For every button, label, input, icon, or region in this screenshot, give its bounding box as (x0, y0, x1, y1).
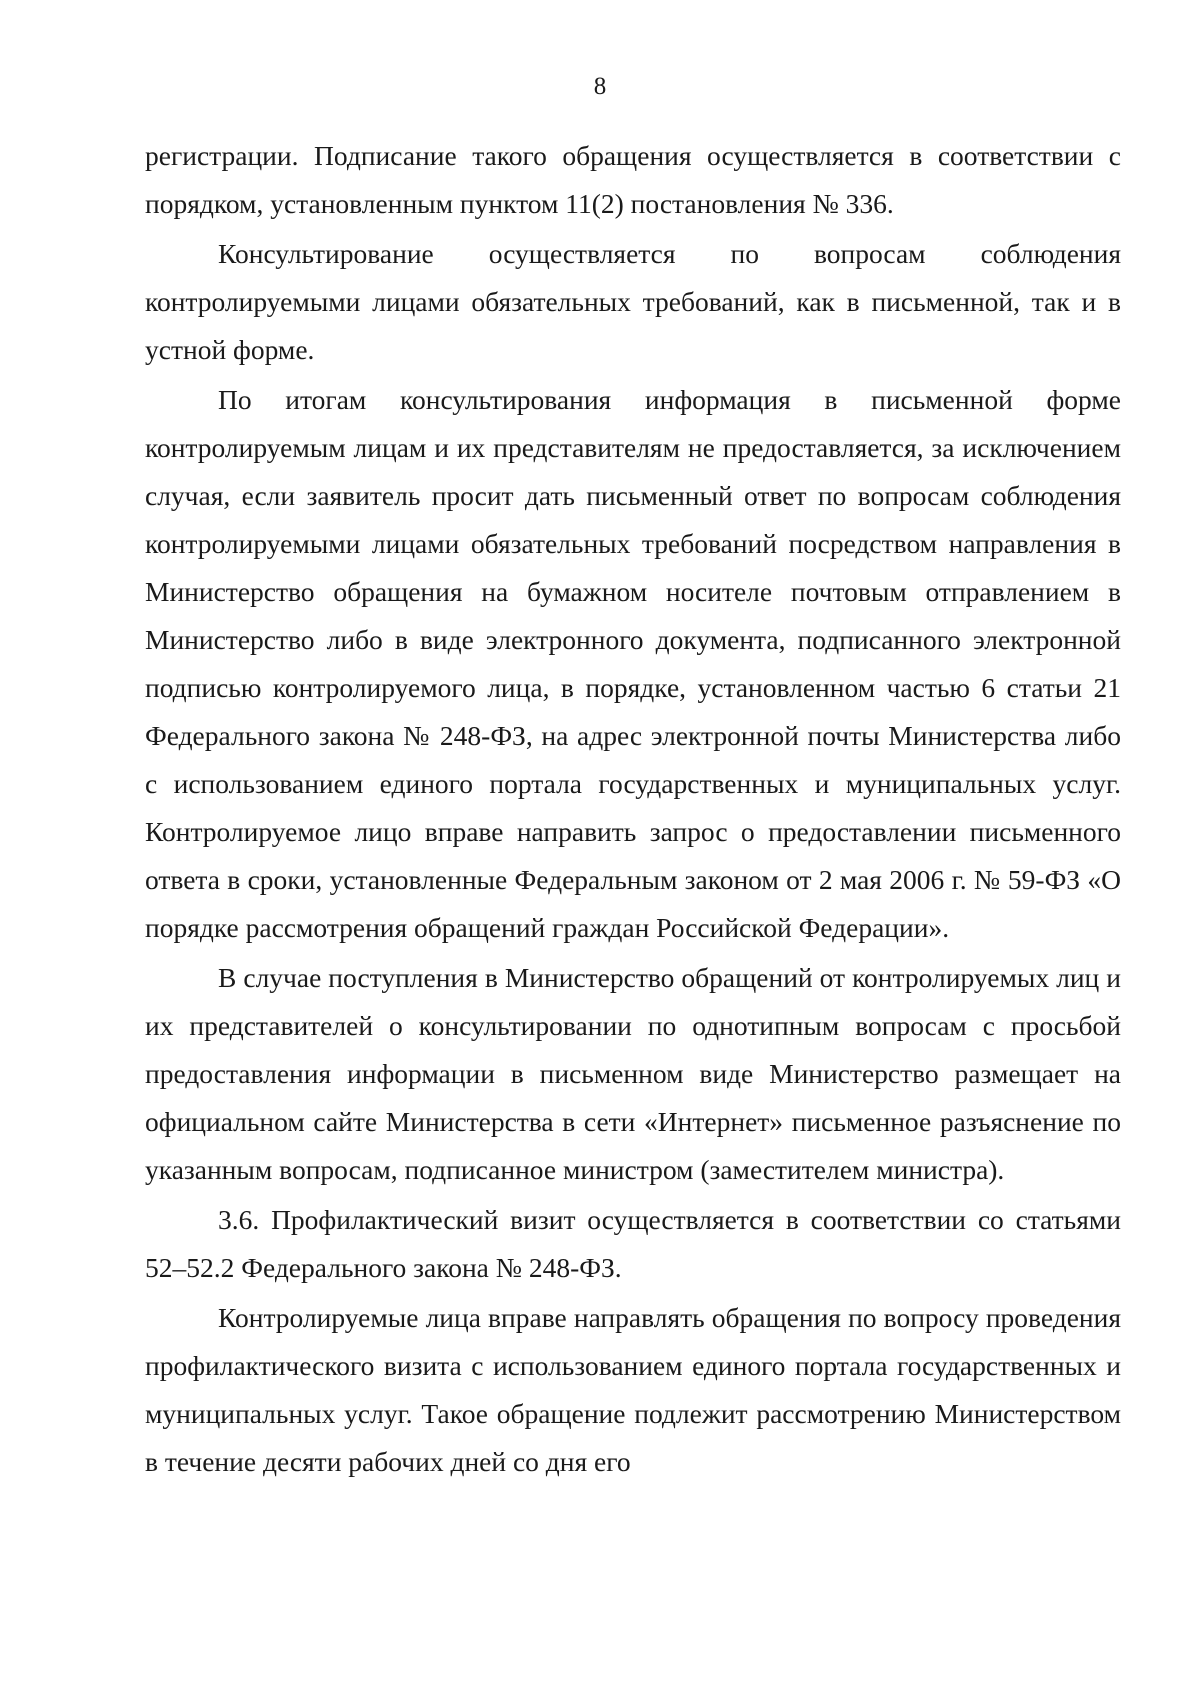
paragraph-similar-inquiries: В случае поступления в Министерство обращений от контролируемых лиц и их представителей о консультировании по однотипным вопросам с просьбой предоставления информации в письменном виде Министерство размещает на официальном сайте Министерства в сети «Интернет» письменное разъяснение по указанным вопросам, подписанное министром (заместителем министра). (145, 962, 1121, 1185)
paragraph-visit-requests: Контролируемые лица вправе направлять обращения по вопросу проведения профилактического визита с использованием единого портала государственных и муниципальных услуг. Такое обращение подлежит рассмотрению Министерством в течение десяти рабочих дней со дня его (145, 1302, 1121, 1477)
document-body (145, 132, 1121, 1488)
paragraph-registration-continuation: регистрации. Подписание такого обращения осуществляется в соответствии с порядком, установленным пунктом 11(2) постановления № 336. (145, 140, 1121, 219)
paragraph-preventive-visit: 3.6. Профилактический визит осуществляется в соответствии со статьями 52–52.2 Федерального закона № 248-ФЗ. (145, 1204, 1121, 1283)
paragraph-consulting-scope: Консультирование осуществляется по вопросам соблюдения контролируемыми лицами обязательных требований, как в письменной, так и в устной форме. (145, 238, 1121, 365)
paragraph-consulting-results: По итогам консультирования информация в письменной форме контролируемым лицам и их представителям не предоставляется, за исключением случая, если заявитель просит дать письменный ответ по вопросам соблюдения контролируемыми лицами обязательных требований посредством направления в Министерство обращения на бумажном носителе почтовым отправлением в Министерство либо в виде электронного документа, подписанного электронной подписью контролируемого лица, в порядке, установленном частью 6 статьи 21 Федерального закона № 248-ФЗ, на адрес электронной почты Министерства либо с использованием единого портала государственных и муниципальных услуг. Контролируемое лицо вправе направить запрос о предоставлении письменного ответа в сроки, установленные Федеральным законом от 2 мая 2006 г. № 59-ФЗ «О порядке рассмотрения обращений граждан Российской Федерации». (145, 384, 1121, 943)
page-number: 8 (593, 73, 607, 100)
